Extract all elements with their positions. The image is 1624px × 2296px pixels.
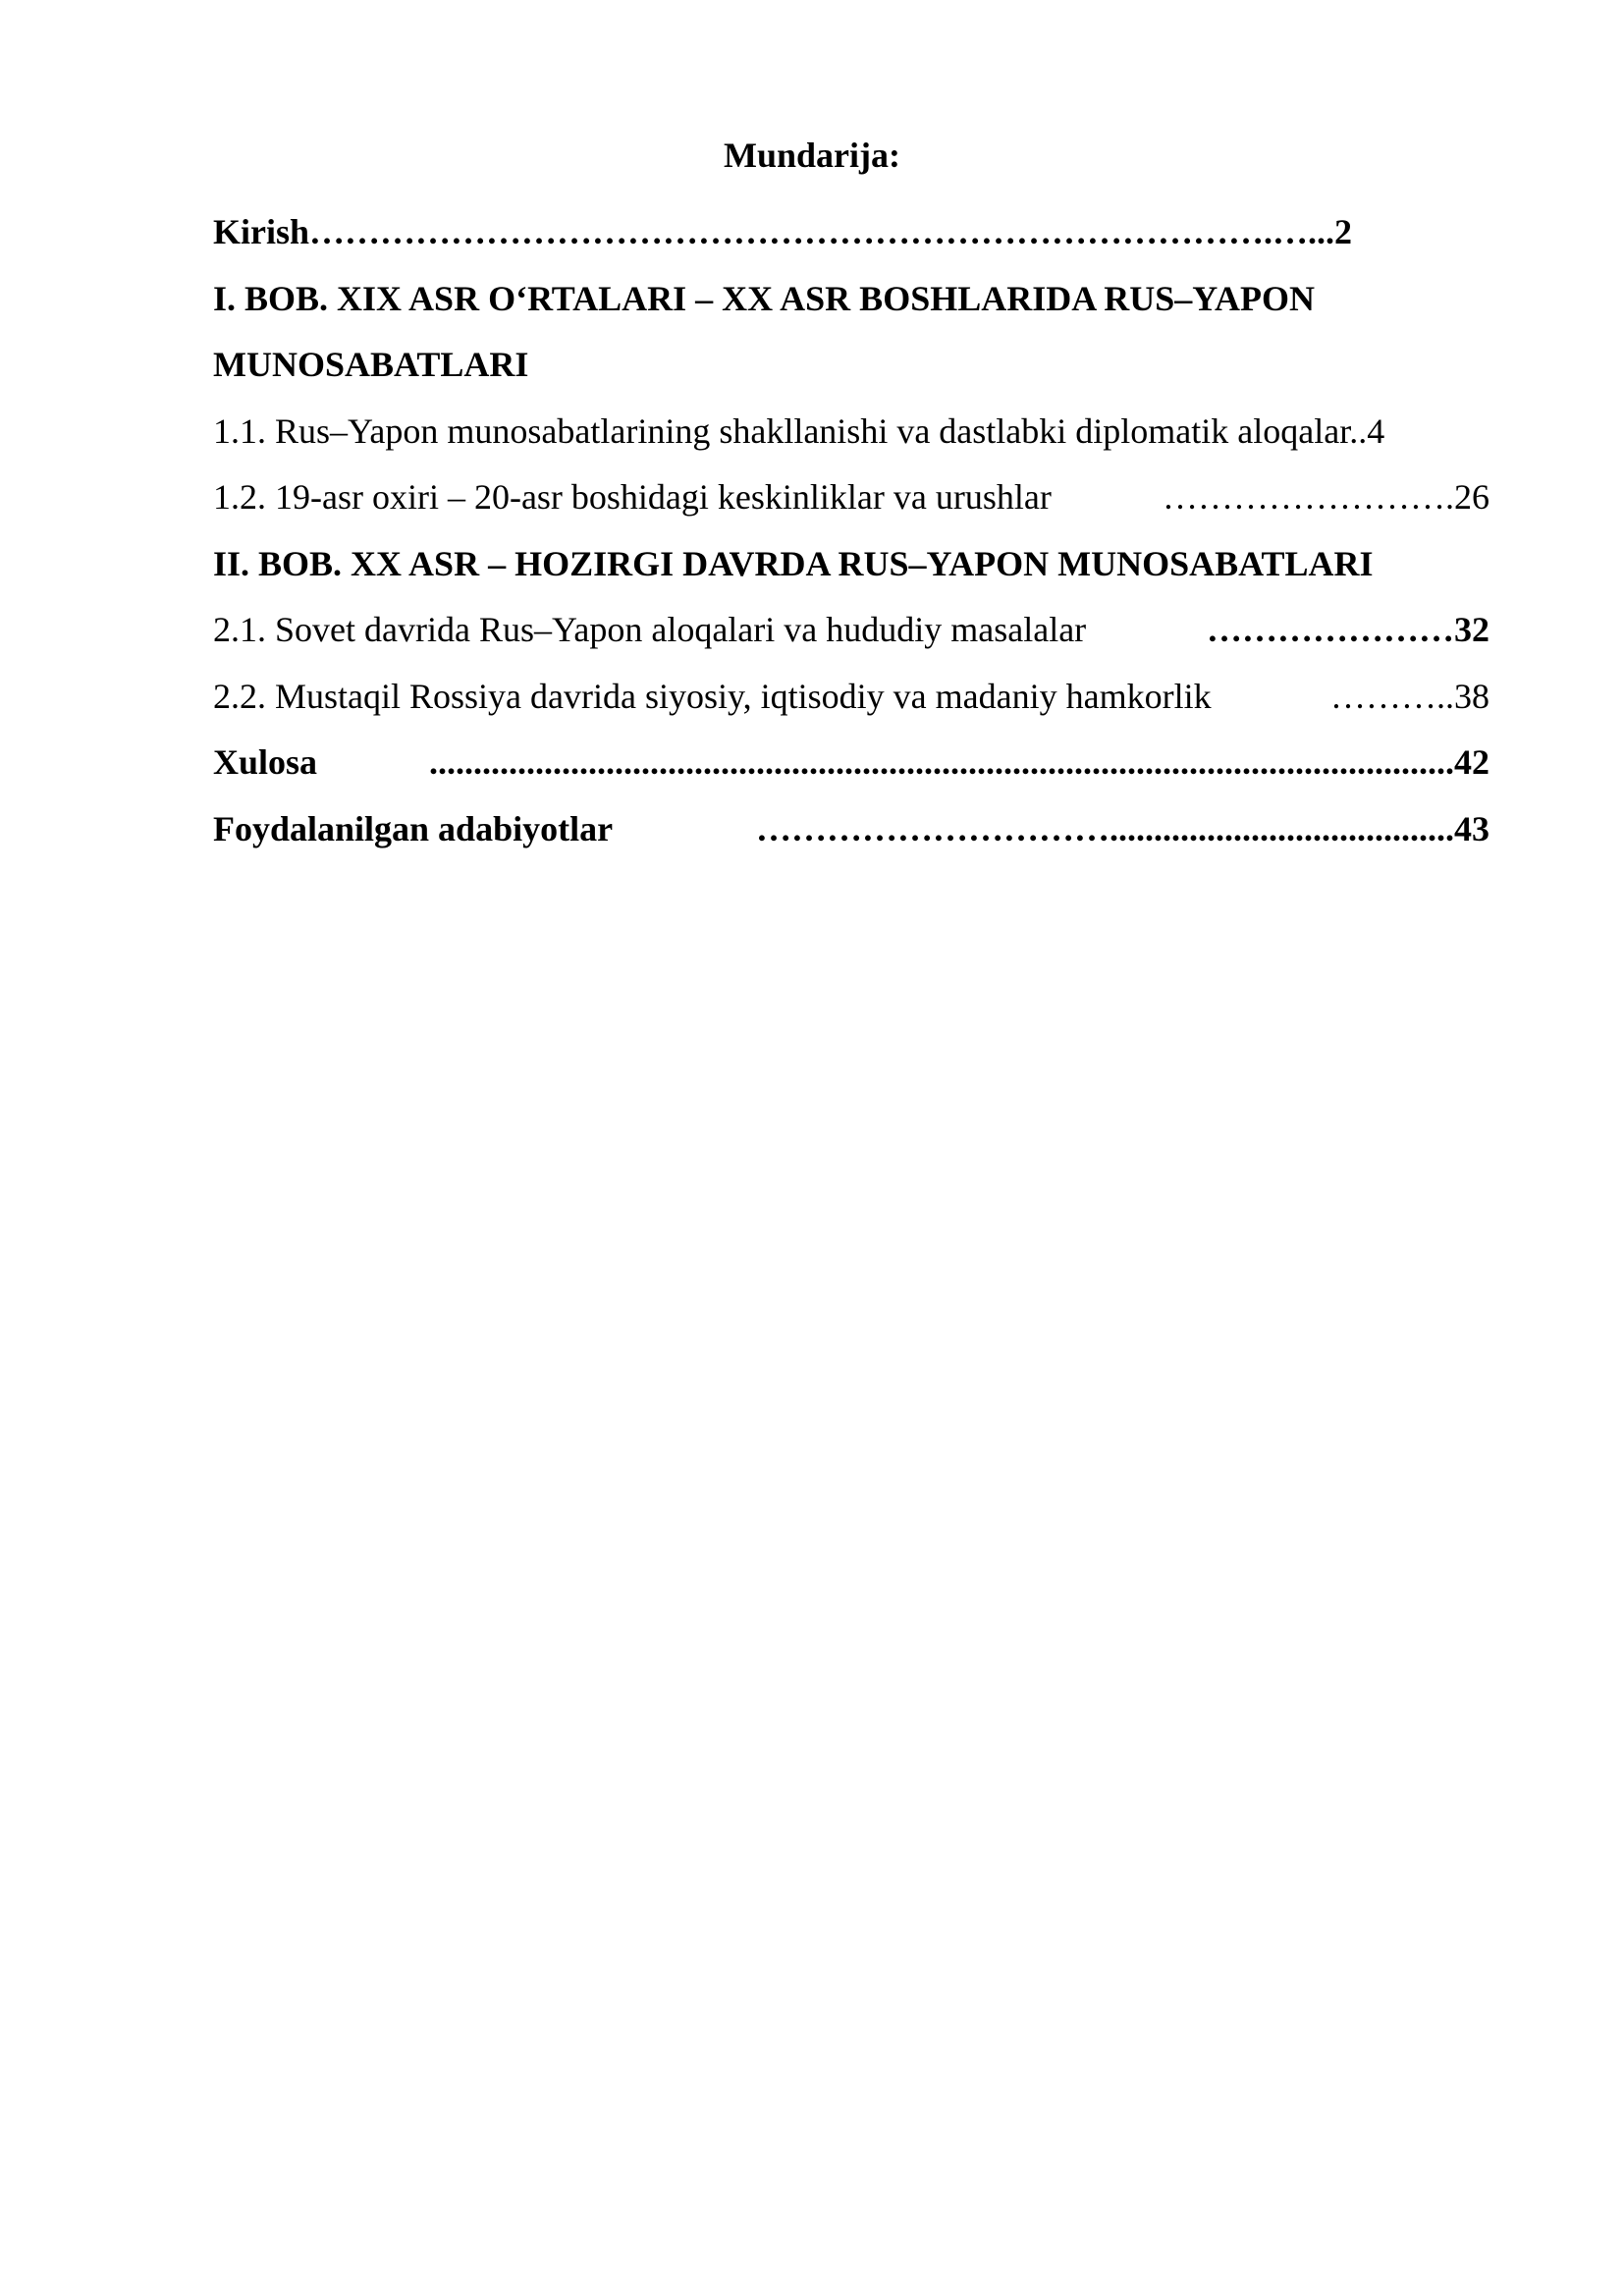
toc-entry-section-2-2[interactable]	[213, 675, 1489, 741]
toc-entry-section-2-1[interactable]	[213, 608, 1489, 675]
toc-entry-chapter1-line2	[213, 343, 1489, 410]
table-of-contents	[213, 210, 1489, 873]
toc-entry-section-2-1-leader: …………………32	[1207, 610, 1489, 649]
toc-heading: Mundarija:	[724, 136, 900, 175]
toc-entry-section-2-1-text: 2.1. Sovet davrida Rus–Yapon aloqalari va hududiy masalalar	[213, 610, 1087, 649]
toc-entry-adabiyotlar-leader: ………………………….......................................43	[756, 808, 1489, 848]
toc-entry-chapter1-title: I. BOB. XIX ASR O‘RTALARI – XX ASR BOSHLARIDA RUS–YAPON	[213, 278, 1315, 318]
toc-entry-adabiyotlar-text: Foydalanilgan adabiyotlar	[213, 808, 614, 848]
toc-entry-xulosa-text: Xulosa	[213, 742, 318, 782]
toc-entry-adabiyotlar[interactable]	[213, 807, 1489, 874]
toc-entry-section-1-2[interactable]	[213, 475, 1489, 542]
toc-entry-kirish[interactable]	[213, 210, 1489, 277]
toc-entry-section-1-1[interactable]	[213, 410, 1489, 476]
toc-entry-section-2-2-text: 2.2. Mustaqil Rossiya davrida siyosiy, iqtisodiy va madaniy hamkorlik	[213, 676, 1212, 716]
toc-entry-section-1-2-leader: …………………….26	[1163, 477, 1489, 517]
toc-entry-chapter1-title-continued: MUNOSABATLARI	[213, 345, 529, 384]
toc-entry-chapter2-title: II. BOB. XX ASR – HOZIRGI DAVRDA RUS–YAPON MUNOSABATLARI	[213, 543, 1374, 583]
toc-entry-section-1-2-text: 1.2. 19-asr oxiri – 20-asr boshidagi keskinliklar va urushlar	[213, 477, 1052, 517]
toc-entry-section-2-2-leader: ………..38	[1330, 676, 1489, 716]
toc-entry-chapter1-line1[interactable]	[213, 277, 1489, 344]
toc-entry-xulosa[interactable]	[213, 740, 1489, 807]
toc-entry-xulosa-leader: ....................................................................................................................42	[429, 742, 1489, 782]
toc-entry-chapter2[interactable]	[213, 542, 1489, 609]
toc-entry-section-1-1-text: 1.1. Rus–Yapon munosabatlarining shakllanishi va dastlabki diplomatik aloqalar..4	[213, 410, 1385, 451]
toc-entry-kirish-text: Kirish……………………………………………………………………….…...2	[213, 212, 1353, 251]
